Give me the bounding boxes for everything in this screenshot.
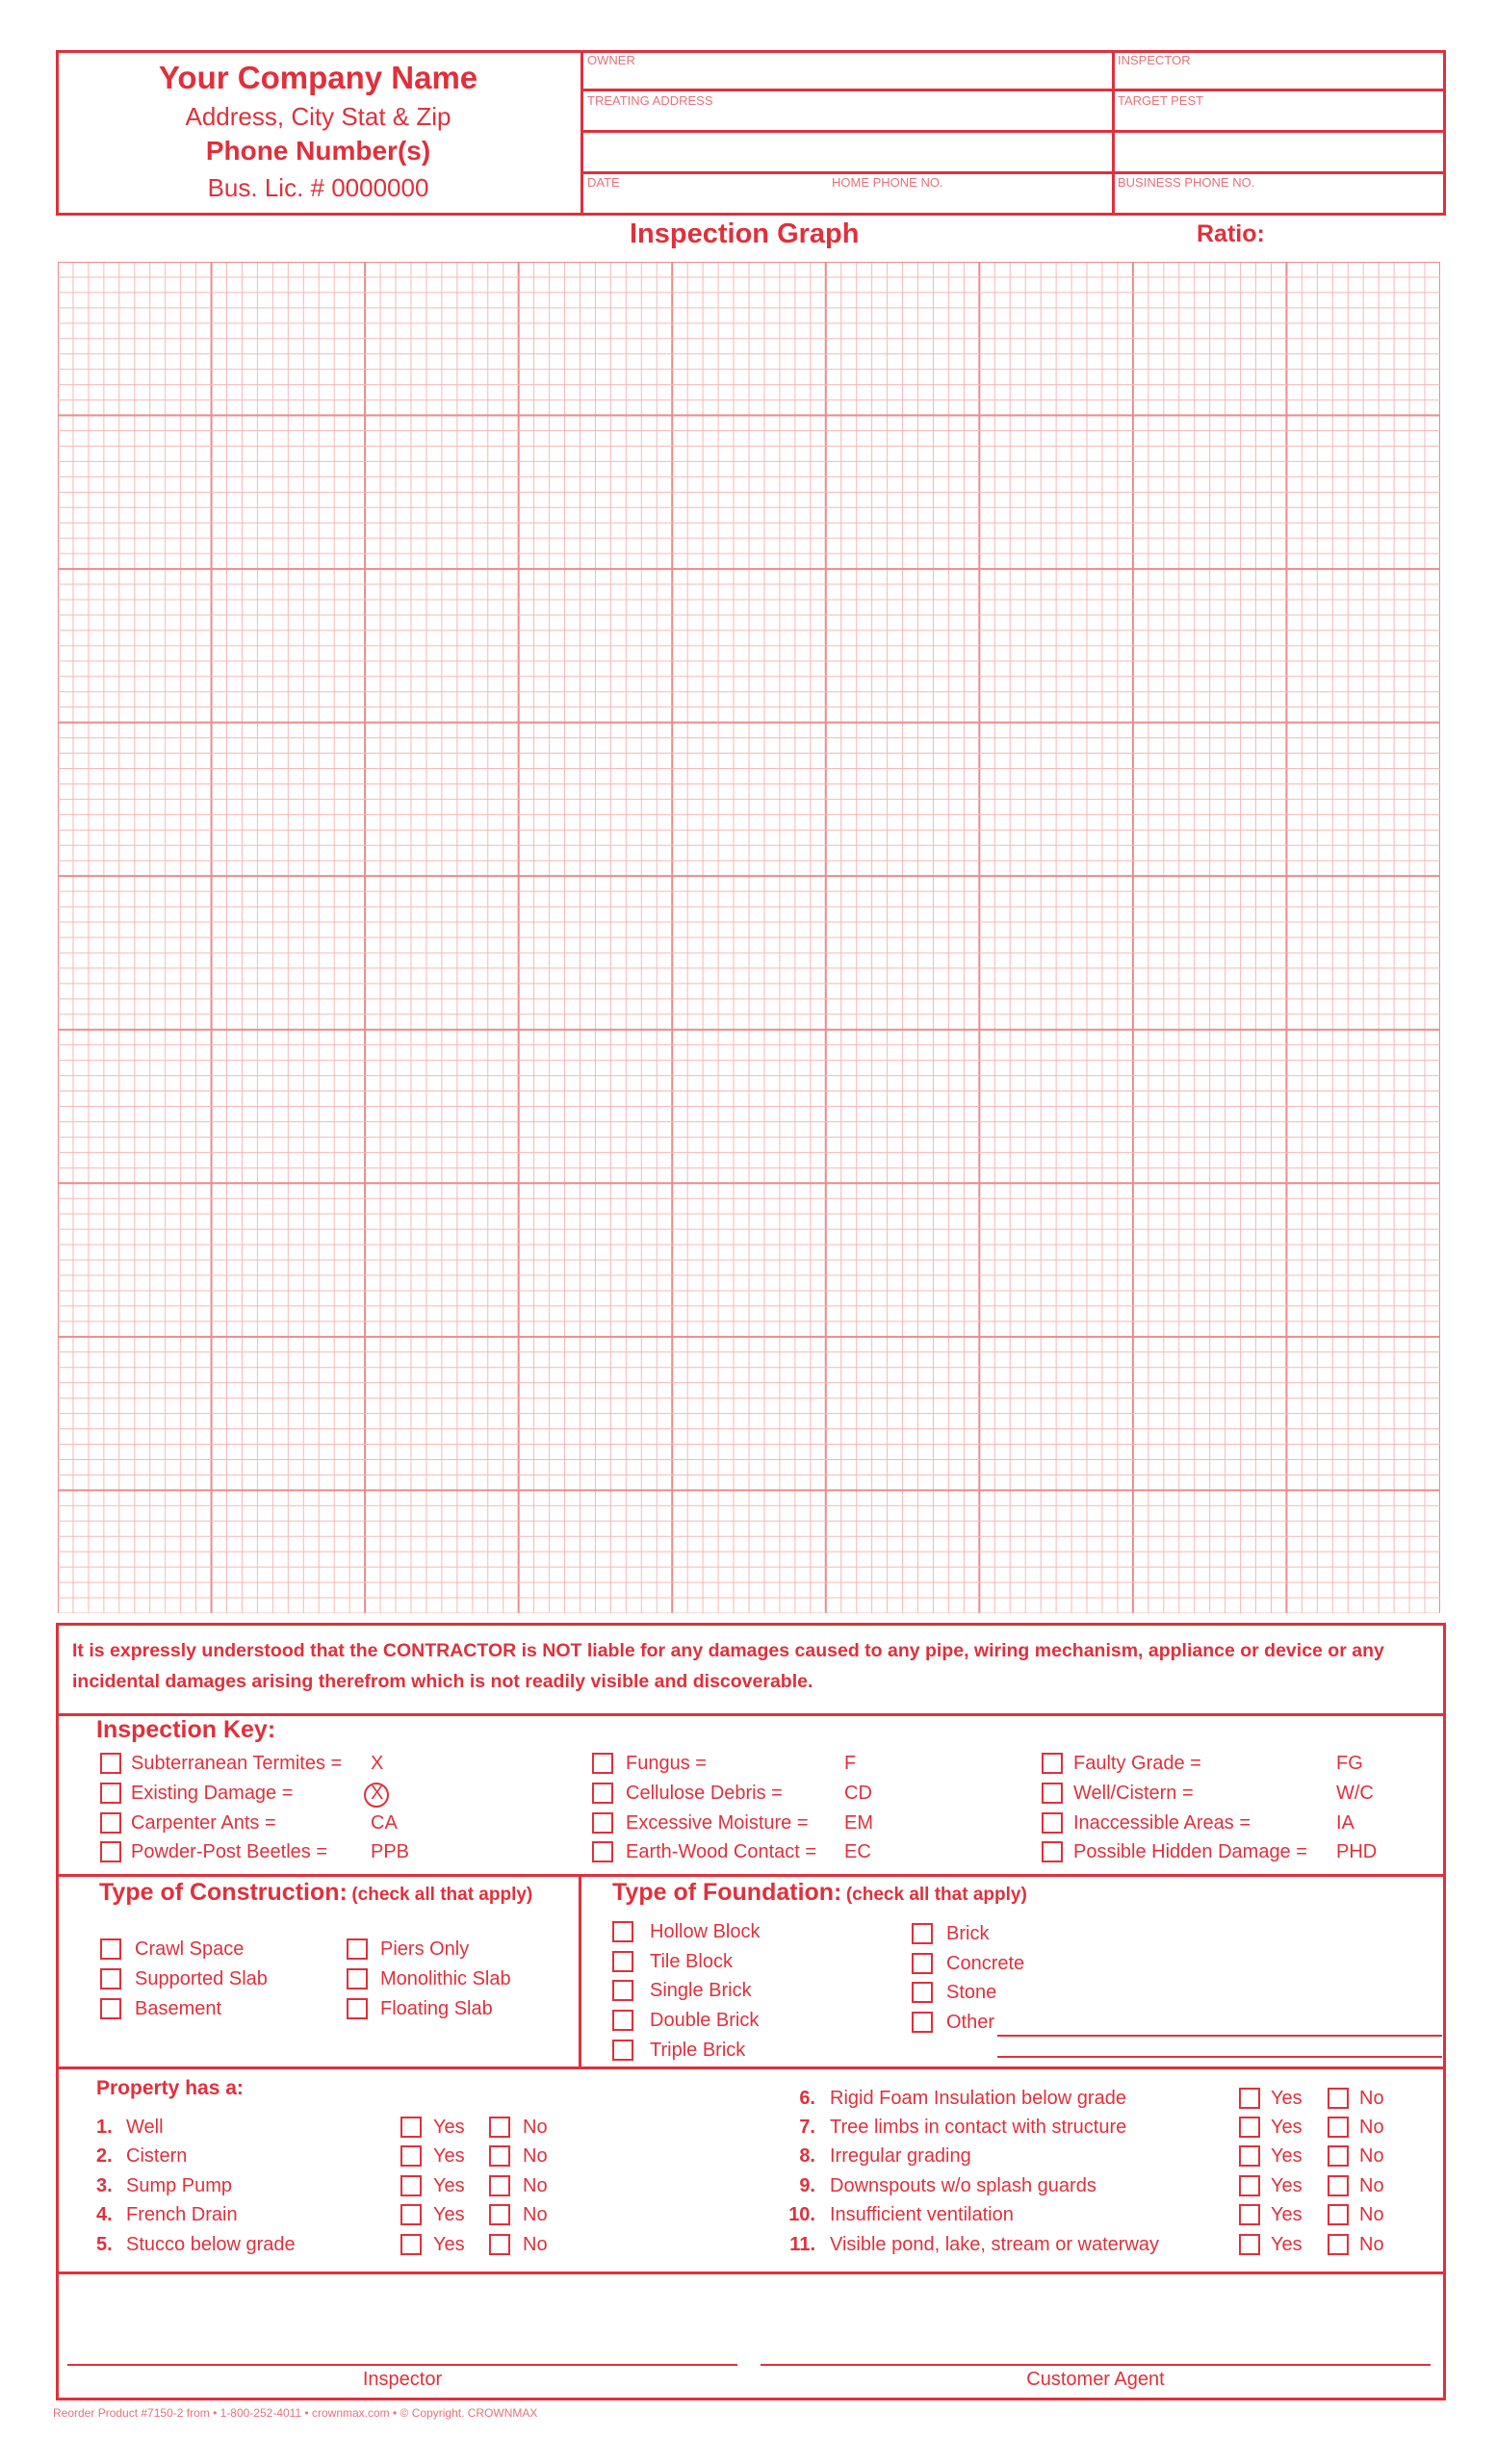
key-label: Subterranean Termites = [131, 1753, 343, 1774]
property-no-checkbox-2[interactable] [489, 2145, 510, 2167]
foundation-checkbox-right-3[interactable] [912, 2012, 933, 2033]
property-yes-checkbox-2[interactable] [400, 2145, 422, 2167]
foundation-checkbox-right-2[interactable] [912, 1982, 933, 2003]
header-row-3 [580, 171, 1446, 174]
divider-signatures [56, 2272, 1446, 2274]
yes-label: Yes [433, 2175, 465, 2196]
property-number: 4. [96, 2204, 113, 2225]
property-no-checkbox-6[interactable] [1328, 2088, 1349, 2109]
key-label: Existing Damage = [131, 1783, 294, 1804]
key-checkbox-col2-3[interactable] [592, 1841, 613, 1862]
property-label: Irregular grading [830, 2145, 971, 2167]
property-title: Property has a: [96, 2077, 244, 2099]
foundation-option-label: Tile Block [650, 1951, 733, 1972]
property-no-checkbox-3[interactable] [489, 2175, 510, 2196]
yes-label: Yes [1271, 2175, 1303, 2196]
home-phone-label: HOME PHONE NO. [832, 175, 943, 190]
other-line-2[interactable] [997, 2056, 1442, 2058]
property-number: 10. [788, 2204, 815, 2225]
foundation-checkbox-left-0[interactable] [612, 1921, 633, 1942]
key-label: Fungus = [626, 1753, 707, 1774]
business-phone-field[interactable] [1115, 189, 1442, 213]
key-code: PHD [1336, 1841, 1378, 1862]
property-number: 6. [799, 2088, 815, 2109]
yes-label: Yes [1271, 2117, 1303, 2138]
foundation-option-label: Single Brick [650, 1980, 752, 2001]
key-checkbox-col2-0[interactable] [592, 1753, 613, 1774]
property-yes-checkbox-1[interactable] [400, 2117, 422, 2138]
foundation-title: Type of Foundation: [612, 1879, 842, 1906]
inspector-field[interactable] [1115, 65, 1442, 87]
key-checkbox-col1-1[interactable] [100, 1783, 121, 1804]
target-pest-field[interactable] [1115, 106, 1442, 168]
yes-label: Yes [1271, 2204, 1303, 2225]
property-no-checkbox-5[interactable] [489, 2234, 510, 2255]
yes-label: Yes [433, 2117, 465, 2138]
foundation-option-label: Stone [946, 1982, 997, 2003]
header-row-1 [580, 89, 1446, 91]
property-label: Visible pond, lake, stream or waterway [830, 2234, 1160, 2255]
owner-field[interactable] [583, 65, 1109, 87]
property-label: Stucco below grade [126, 2234, 296, 2255]
property-label: French Drain [126, 2204, 238, 2225]
construction-option-label: Basement [135, 1998, 222, 2019]
construction-option-label: Monolithic Slab [380, 1968, 511, 1989]
key-checkbox-col3-3[interactable] [1042, 1841, 1063, 1862]
company-name: Your Company Name [158, 60, 478, 95]
property-no-checkbox-8[interactable] [1328, 2145, 1349, 2167]
foundation-heading [612, 1879, 1027, 1907]
yes-label: Yes [1271, 2088, 1303, 2109]
property-label: Rigid Foam Insulation below grade [830, 2088, 1126, 2109]
no-label: No [1359, 2117, 1384, 2138]
property-no-checkbox-1[interactable] [489, 2117, 510, 2138]
inspector-signature-line[interactable] [67, 2364, 737, 2366]
foundation-option-label: Double Brick [650, 2010, 760, 2031]
foundation-checkbox-left-3[interactable] [612, 2010, 633, 2031]
property-yes-checkbox-6[interactable] [1239, 2088, 1260, 2109]
key-code: F [844, 1753, 857, 1774]
key-label: Earth-Wood Contact = [626, 1841, 817, 1862]
key-label: Carpenter Ants = [131, 1812, 276, 1834]
foundation-option-label: Other [946, 2012, 995, 2033]
treating-address-field[interactable] [583, 106, 1109, 168]
key-code: EM [844, 1812, 873, 1834]
property-label: Sump Pump [126, 2175, 233, 2196]
key-label: Cellulose Debris = [626, 1783, 783, 1804]
property-yes-checkbox-9[interactable] [1239, 2175, 1260, 2196]
no-label: No [1359, 2234, 1384, 2255]
property-number: 1. [96, 2117, 113, 2138]
property-no-checkbox-10[interactable] [1328, 2204, 1349, 2225]
no-label: No [523, 2175, 548, 2196]
company-license: Bus. Lic. # 0000000 [207, 173, 429, 202]
key-code: PPB [371, 1841, 410, 1862]
footer-reorder: Reorder Product #7150-2 from • 1-800-252-4011 • crownmax.com • © Copyright. CROWNMAX [53, 2406, 538, 2420]
property-no-checkbox-11[interactable] [1328, 2234, 1349, 2255]
yes-label: Yes [1271, 2145, 1303, 2167]
key-checkbox-col3-0[interactable] [1042, 1753, 1063, 1774]
yes-label: Yes [433, 2145, 465, 2167]
property-number: 5. [96, 2234, 113, 2255]
owner-label: OWNER [587, 53, 635, 67]
inspection-graph-grid[interactable] [58, 262, 1440, 1613]
property-number: 9. [799, 2175, 815, 2196]
key-code: X [371, 1753, 384, 1774]
inspection-key-title: Inspection Key: [96, 1716, 276, 1743]
divider-key [56, 1874, 1446, 1877]
home-phone-field[interactable] [828, 189, 1107, 213]
property-number: 11. [789, 2234, 815, 2255]
key-label: Possible Hidden Damage = [1073, 1841, 1307, 1862]
other-line[interactable] [997, 2035, 1442, 2037]
key-code: W/C [1336, 1783, 1374, 1804]
construction-checkbox-left-1[interactable] [100, 1968, 121, 1989]
ratio-label: Ratio: [1197, 220, 1265, 247]
key-label: Excessive Moisture = [626, 1812, 809, 1834]
foundation-option-label: Brick [946, 1923, 990, 1944]
yes-label: Yes [433, 2204, 465, 2225]
property-yes-checkbox-11[interactable] [1239, 2234, 1260, 2255]
property-no-checkbox-7[interactable] [1328, 2117, 1349, 2138]
disclaimer-text: It is expressly understood that the CONTRACTOR is NOT liable for any damages caused to any pipe, wiring mechanism, appliance or device or any incidental damages arising therefrom which is not readily visible and discoverable. [72, 1640, 1384, 1692]
target-pest-label: TARGET PEST [1118, 93, 1204, 108]
foundation-option-label: Concrete [946, 1953, 1025, 1974]
property-yes-checkbox-7[interactable] [1239, 2117, 1260, 2138]
key-label: Well/Cistern = [1073, 1783, 1194, 1804]
construction-option-label: Supported Slab [135, 1968, 268, 1989]
key-code: IA [1336, 1812, 1354, 1834]
divider-construction [579, 1874, 581, 2066]
no-label: No [1359, 2088, 1384, 2109]
property-yes-checkbox-8[interactable] [1239, 2145, 1260, 2167]
property-yes-checkbox-5[interactable] [400, 2234, 422, 2255]
key-code: CA [371, 1812, 398, 1834]
construction-option-label: Floating Slab [380, 1998, 493, 2019]
property-no-checkbox-4[interactable] [489, 2204, 510, 2225]
key-checkbox-col1-2[interactable] [100, 1812, 121, 1834]
foundation-note: (check all that apply) [845, 1885, 1027, 1905]
foundation-checkbox-right-1[interactable] [912, 1953, 933, 1974]
divider-property [56, 2066, 1446, 2069]
date-label: DATE [587, 175, 620, 190]
yes-label: Yes [1271, 2234, 1303, 2255]
key-label: Faulty Grade = [1073, 1753, 1201, 1774]
property-no-checkbox-9[interactable] [1328, 2175, 1349, 2196]
property-label: Insufficient ventilation [830, 2204, 1014, 2225]
agent-signature-line[interactable] [761, 2364, 1431, 2366]
construction-checkbox-left-2[interactable] [100, 1998, 121, 2019]
foundation-checkbox-right-0[interactable] [912, 1923, 933, 1944]
no-label: No [523, 2145, 548, 2167]
key-code: CD [844, 1783, 872, 1804]
construction-checkbox-right-1[interactable] [347, 1968, 368, 1989]
no-label: No [1359, 2145, 1384, 2167]
company-address: Address, City Stat & Zip [185, 102, 451, 131]
key-checkbox-col2-2[interactable] [592, 1812, 613, 1834]
construction-option-label: Crawl Space [135, 1938, 245, 1960]
foundation-checkbox-left-2[interactable] [612, 1980, 633, 2001]
construction-note: (check all that apply) [351, 1885, 533, 1905]
date-field[interactable] [583, 189, 824, 213]
key-checkbox-col1-3[interactable] [100, 1841, 121, 1862]
business-phone-label: BUSINESS PHONE NO. [1118, 175, 1255, 190]
key-checkbox-col1-0[interactable] [100, 1753, 121, 1774]
yes-label: Yes [433, 2234, 465, 2255]
property-label: Downspouts w/o splash guards [830, 2175, 1096, 2196]
no-label: No [523, 2204, 548, 2225]
inspector-label: INSPECTOR [1118, 53, 1191, 67]
key-label: Powder-Post Beetles = [131, 1841, 327, 1862]
key-code: EC [844, 1841, 871, 1862]
key-checkbox-col3-2[interactable] [1042, 1812, 1063, 1834]
property-number: 8. [799, 2145, 815, 2167]
no-label: No [1359, 2204, 1384, 2225]
foundation-option-label: Hollow Block [650, 1921, 761, 1942]
property-number: 2. [96, 2145, 113, 2167]
property-yes-checkbox-10[interactable] [1239, 2204, 1260, 2225]
property-number: 7. [799, 2117, 815, 2138]
key-label: Inaccessible Areas = [1073, 1812, 1251, 1834]
property-yes-checkbox-4[interactable] [400, 2204, 422, 2225]
property-yes-checkbox-3[interactable] [400, 2175, 422, 2196]
property-label: Tree limbs in contact with structure [830, 2117, 1127, 2138]
construction-title: Type of Construction: [99, 1879, 348, 1906]
construction-checkbox-left-0[interactable] [100, 1938, 121, 1960]
treating-address-label: TREATING ADDRESS [587, 93, 713, 108]
property-number: 3. [96, 2175, 113, 2196]
construction-heading [99, 1879, 532, 1907]
property-label: Cistern [126, 2145, 188, 2167]
foundation-checkbox-left-1[interactable] [612, 1951, 633, 1972]
foundation-option-label: Triple Brick [650, 2040, 746, 2061]
key-checkbox-col3-1[interactable] [1042, 1783, 1063, 1804]
key-checkbox-col2-1[interactable] [592, 1783, 613, 1804]
agent-signature-label: Customer Agent [1026, 2369, 1165, 2390]
construction-checkbox-right-2[interactable] [347, 1998, 368, 2019]
construction-checkbox-right-0[interactable] [347, 1938, 368, 1960]
key-code: X [371, 1783, 384, 1804]
foundation-checkbox-left-4[interactable] [612, 2040, 633, 2061]
construction-option-label: Piers Only [380, 1938, 470, 1960]
no-label: No [523, 2234, 548, 2255]
inspector-signature-label: Inspector [362, 2369, 443, 2390]
company-phone: Phone Number(s) [205, 136, 431, 166]
property-label: Well [126, 2117, 164, 2138]
key-code: FG [1336, 1753, 1363, 1774]
graph-title: Inspection Graph [630, 218, 860, 249]
no-label: No [523, 2117, 548, 2138]
no-label: No [1359, 2175, 1384, 2196]
